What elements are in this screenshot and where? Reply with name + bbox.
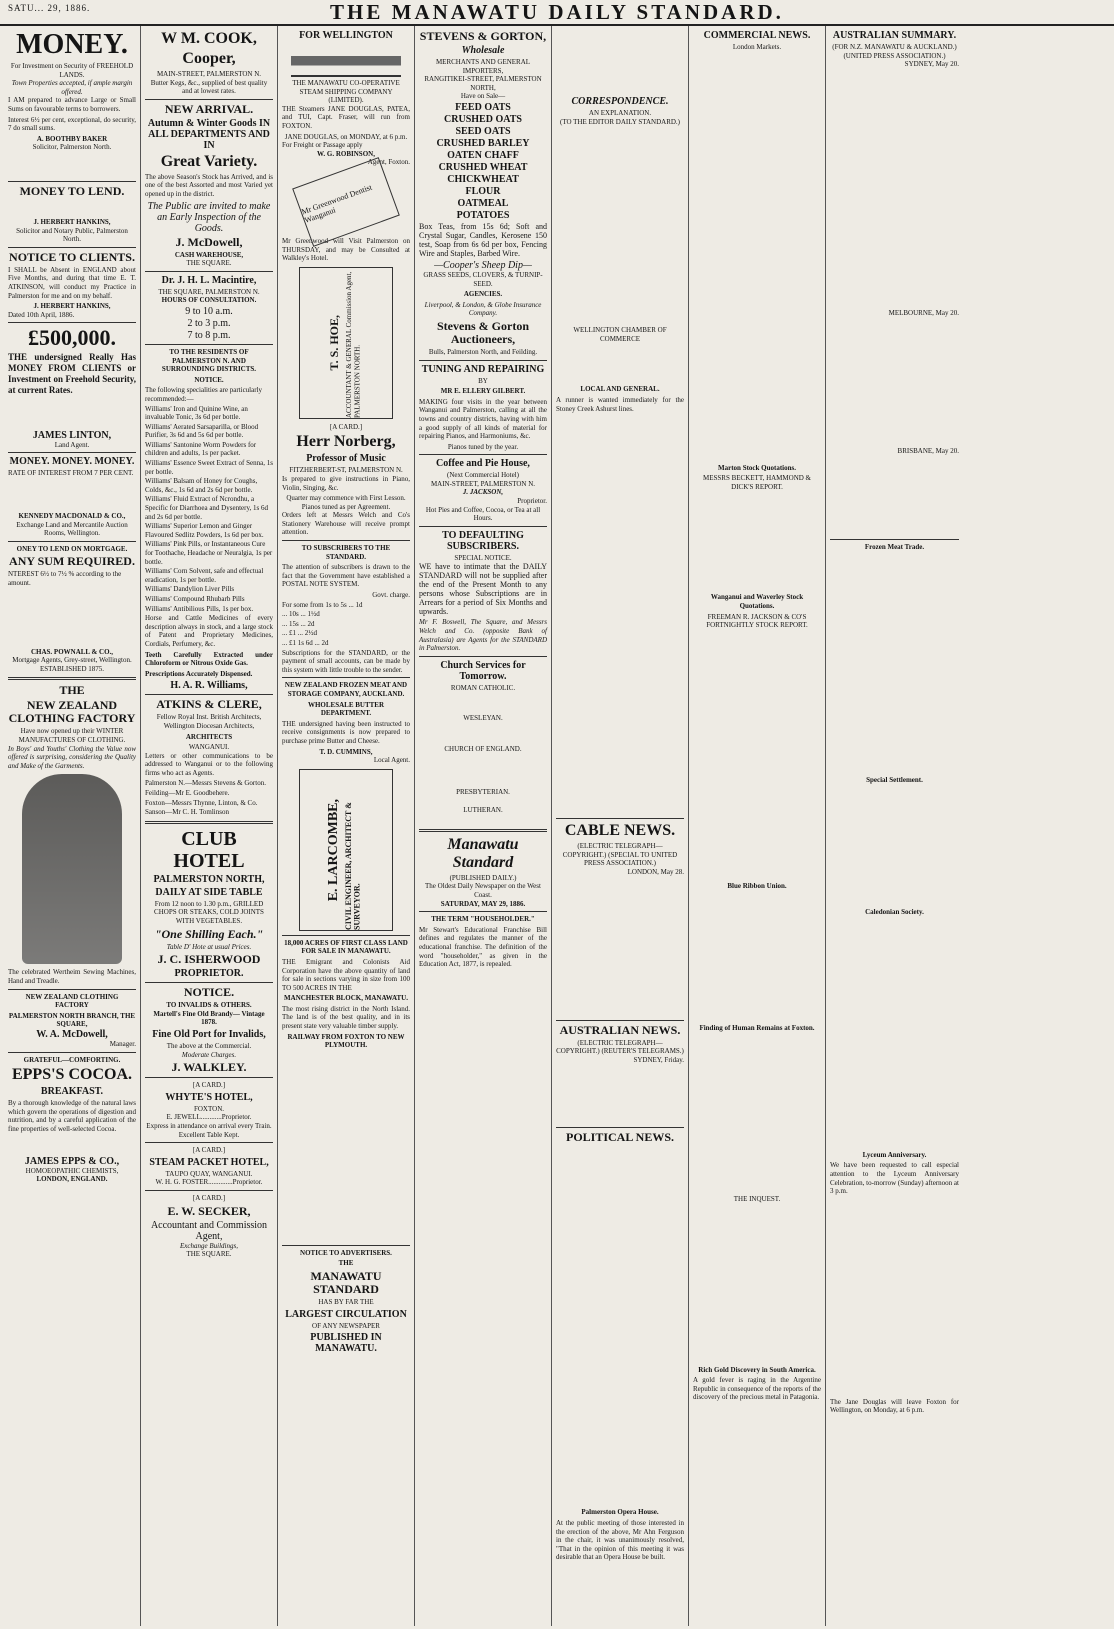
- foxton: FOXTON.: [193, 1104, 224, 1113]
- daily-body: From 12 noon to 1.30 p.m., GRILLED CHOPS OR STEAKS, COLD JOINTS WITH VEGETABLES.: [154, 899, 264, 926]
- pownall-name: CHAS. POWNALL & CO.,: [30, 647, 114, 656]
- invalids: TO INVALIDS & OTHERS.: [166, 1001, 252, 1010]
- lend-heading: MONEY TO LEND.: [19, 183, 125, 198]
- norberg-body: Is prepared to give instructions in Piano, Violin, Singing, &c.: [282, 474, 410, 492]
- mortgage-heading: ONEY TO LEND ON MORTGAGE.: [16, 544, 128, 553]
- notice-date: Dated 10th April, 1886.: [8, 310, 75, 319]
- residents: TO THE RESIDENTS OF PALMERSTON N. AND SURROUNDING DISTRICTS.: [161, 347, 257, 374]
- rangitikei: RANGITIKEI-STREET, PALMERSTON NORTH,: [424, 75, 542, 92]
- boswell: Mr F. Boswell, The Square, and Messrs Welch and Co. (opposite Bank of Australasia) are Agents for the STANDARD in Palmerston.: [419, 618, 547, 653]
- defaulting: TO DEFAULTING SUBSCRIBERS.: [442, 529, 524, 552]
- proprietor: PROPRIETOR.: [174, 968, 244, 980]
- australian-news: AUSTRALIAN NEWS.: [559, 1022, 681, 1037]
- hot-pies: Hot Pies and Coffee, Cocoa, or Tea at all Hours.: [425, 505, 541, 523]
- epps-body: By a thorough knowledge of the natural laws which govern the operations of digestion and nutrition, and by a careful application of the fine properties of well-selected Cocoa.: [8, 1099, 136, 1133]
- main-street: MAIN-STREET, PALMERSTON N.: [430, 479, 536, 488]
- columns: [4, 26, 1110, 1626]
- express: Express in attendance on arrival every Train.: [146, 1121, 272, 1130]
- architects: ARCHITECTS: [185, 732, 233, 741]
- doctor-address: THE SQUARE, PALMERSTON N.: [158, 287, 260, 296]
- excellent: Excellent Table Kept.: [178, 1130, 240, 1139]
- teeth: Teeth Carefully Extracted under Chloroform or Nitrous Oxide Gas.: [145, 650, 273, 668]
- steam: STEAM PACKET HOTEL,: [149, 1156, 269, 1168]
- stevens-gorton: STEVENS & GORTON,: [419, 29, 547, 43]
- money-heading: MONEY.: [16, 29, 128, 60]
- gold-body: A gold fever is raging in the Argentine Republic in consequence of the reports of the discovery of the precious metal in Patagonia.: [693, 1376, 821, 1402]
- london-england: LONDON, ENGLAND.: [36, 1175, 108, 1184]
- orders: Orders left at Messrs Welch and Co's Stationery Warehouse will receive prompt attention.: [282, 511, 410, 537]
- opera-body: At the public meeting of those interested in the erection of the above, Mr Ahn Ferguson in the chair, it was unanimously resolved, "That in the opinion of this meeting it was desirable that an Opera House be built.: [556, 1518, 684, 1562]
- nzcf2-heading: NEW ZEALAND CLOTHING FACTORY: [25, 992, 119, 1010]
- cooper-dip: —Cooper's Sheep Dip—: [434, 259, 532, 271]
- manawatu-standard: MANAWATU STANDARD: [310, 1269, 382, 1297]
- subs-body: The attention of subscribers is drawn to the fact that the Government have established a POSTAL NOTE SYSTEM.: [282, 563, 410, 589]
- church-services: Church Services for Tomorrow.: [440, 659, 526, 682]
- mcdowell-sub: Manager.: [109, 1039, 136, 1048]
- atkins-body: Letters or other communications to be addressed to Wanganui or to the following firms who act as Agents.: [145, 751, 273, 777]
- norberg: Herr Norberg,: [296, 433, 396, 451]
- isherwood: J. C. ISHERWOOD: [157, 952, 261, 967]
- press-assoc: (UNITED PRESS ASSOCIATION.): [843, 51, 946, 60]
- nzcf-heading: NEW ZEALAND CLOTHING FACTORY: [8, 698, 136, 726]
- freight: For Freight or Passage apply: [282, 141, 363, 150]
- subs2: Subscriptions for the STANDARD, or the payment of small accounts, can be made by this system with little trouble to the sender.: [282, 648, 410, 674]
- notice-clients-body: I SHALL be Absent in ENGLAND about Five Months, and during that time E. T. ATKINSON, will conduct my Practice in Palmerston for me and on my behalf.: [8, 265, 136, 300]
- martell: Martell's Fine Old Brandy— Vintage 1878.: [153, 1009, 265, 1027]
- any-sum-heading: ANY SUM REQUIRED.: [9, 554, 135, 569]
- tshoe-card: [299, 267, 393, 419]
- professor: Professor of Music: [306, 453, 386, 465]
- tuned: Pianos tuned by the year.: [447, 442, 519, 451]
- interest2-text: NTEREST 6½ to 7½ % according to the amount.: [8, 570, 122, 588]
- bldgs2: THE SQUARE.: [186, 1250, 232, 1259]
- freeman-report: FREEMAN R. JACKSON & CO'S FORTNIGHTLY STOCK REPORT.: [706, 612, 808, 630]
- column-5: [552, 26, 689, 1626]
- jewell: E. JEWELL............Proprietor.: [166, 1113, 252, 1122]
- mcdowell2: J. McDowell,: [175, 234, 243, 249]
- sydney-date-2: SYDNEY, May 20.: [904, 60, 959, 69]
- newspaper-title: THE MANAWATU DAILY STANDARD.: [330, 0, 784, 24]
- williams-list: Williams' Iron and Quinine Wine, an invaluable Tonic, 3s 6d per bottle. Williams' Aerated Sarsaparilla, or Blood Purifier, 3s 6d and 5s 6d per bottle. Williams' Santonine Worm Powders for children and adults, 1s per packet. Williams' Essence Sweet Extract of Senna, 1s per bottle. Williams' Balsam of Honey for Coughs, Colds, &c., 1s 6d and 2s 6d per bottle. Williams' Fluid Extract of Ncrondhu, a Specific for Diarrhoea and Dysentery, 1s 6d and 2s 6d per bottle. Williams' Superior Lemon and Ginger Flavoured Sedlitz Powders, 1s 6d per box. Williams' Pink Pills, or Instantaneous Cure for Toothache, Headache or Neuralgia, 1s per bottle. Williams' Corn Solvent, safe and effectual eradication, 1s per bottle. Williams' Dandylion Liver Pills Williams' Compound Rhubarb Pills Williams' Antibilious Pills, 1s per box.: [145, 404, 273, 613]
- card-label-3: [A CARD.]: [192, 1193, 226, 1202]
- public-invite: The Public are invited to make an Early Inspection of the Goods.: [147, 200, 271, 234]
- steam-loc: TAUPO QUAY, WANGANUI.: [165, 1169, 253, 1178]
- epps-heading: EPPS'S COCOA.: [11, 1066, 132, 1084]
- agencies: AGENCIES.: [463, 290, 503, 299]
- undersigned-text: THE undersigned Really Has MONEY FROM CLIENTS or Investment on Freehold Security, at current Rates.: [8, 352, 136, 396]
- daily-table: DAILY AT SIDE TABLE: [155, 886, 263, 898]
- tshoe-sub: ACCOUNTANT & GENERAL Commission Agent, PALMERSTON NORTH.: [344, 271, 362, 418]
- published-daily: (PUBLISHED DAILY.): [449, 873, 517, 882]
- cook-heading: W M. COOK,: [161, 30, 257, 47]
- householder-body: Mr Stewart's Educational Franchise Bill defines and regulates the manner of the educational franchise. The definition of the word "householder," as given in the Education Act, 1877, is repealed.: [419, 925, 547, 969]
- summary-sub: (FOR N.Z. MANAWATU & AUCKLAND.): [832, 43, 957, 51]
- prepared-text: I AM prepared to advance Large or Small Sums on favourable terms to borrowers.: [8, 96, 136, 113]
- card-label-2: [A CARD.]: [192, 1146, 226, 1155]
- nzcf-sub: Have now opened up their WINTER MANUFACTURES OF CLOTHING.: [18, 727, 126, 744]
- roman-catholic: ROMAN CATHOLIC.: [450, 683, 516, 692]
- doctor-name: Dr. J. H. L. Macintire,: [161, 274, 257, 286]
- wanganui: WANGANUI.: [188, 743, 230, 752]
- notice-signature: J. HERBERT HANKINS,: [33, 302, 111, 311]
- railway: RAILWAY FROM FOXTON TO NEW PLYMOUTH.: [287, 1032, 405, 1050]
- auctioneers: Stevens & Gorton Auctioneers,: [437, 318, 529, 346]
- political-news: POLITICAL NEWS.: [565, 1130, 675, 1145]
- column-1: [4, 26, 141, 1626]
- cook-body: Butter Kegs, &c., supplied of best quality and at lowest rates.: [150, 78, 268, 96]
- london-date: LONDON, May 28.: [627, 867, 684, 876]
- grateful: GRATEFUL—COMFORTING.: [23, 1055, 121, 1064]
- pownall-sub: Mortgage Agents, Grey-street, Wellington.: [12, 656, 132, 665]
- melbourne-date: MELBOURNE, May 20.: [888, 308, 959, 317]
- inquest: THE INQUEST.: [733, 1194, 781, 1203]
- filler-text: [8, 152, 136, 178]
- tshoe-name: T. S. HOE,: [327, 314, 342, 371]
- agents-list: Palmerston N.—Messrs Stevens & Gorton. Feilding—Mr E. Goodbehere. Foxton—Messrs Thynne, Linton, & Co. Sanson—Mr C. H. Tomlinson: [145, 779, 266, 817]
- has-by-far: HAS BY FAR THE: [318, 1298, 374, 1307]
- whyte: WHYTE'S HOTEL,: [165, 1091, 253, 1103]
- wertheim-text: The celebrated Wertheim Sewing Machines, Hand and Treadle.: [8, 968, 136, 985]
- money3-heading: MONEY. MONEY. MONEY.: [9, 456, 135, 468]
- column-6: [689, 26, 826, 1626]
- agencies-body: Liverpool, & London, & Globe Insurance Company.: [424, 300, 542, 318]
- great-variety: Great Variety.: [160, 152, 258, 170]
- cooper-heading: Cooper,: [182, 50, 236, 67]
- linton-sub: Land Agent.: [54, 440, 90, 449]
- wholesale-word: Wholesale: [461, 45, 505, 56]
- beckett-report: MESSRS BECKETT, HAMMOND & DICK'S REPORT.: [703, 474, 811, 491]
- greenwood: Mr Greenwood will Visit Palmerston on THURSDAY, and may be Consulted at Walkley's Hotel.: [282, 236, 410, 263]
- lyceum: Lyceum Anniversary.: [862, 1150, 927, 1159]
- larcombe-sub: CIVIL ENGINEER, ARCHITECT & SURVEYOR.: [343, 801, 362, 930]
- shilling: "One Shilling Each.": [154, 926, 264, 941]
- presbyterian: PRESBYTERIAN.: [456, 787, 510, 796]
- kennedy-sub: Exchange Land and Mercantile Auction Rooms, Wellington.: [16, 520, 128, 538]
- steamer-text: THE Steamers JANE DOUGLAS, PATEA, and TUI, Capt. Fraser, will run from FOXTON.: [282, 104, 410, 130]
- special-notice: SPECIAL NOTICE.: [454, 553, 512, 562]
- notice2-heading: NOTICE.: [194, 375, 224, 384]
- standard-title: Manawatu Standard: [447, 835, 519, 871]
- breakfast-heading: BREAKFAST.: [40, 1086, 104, 1098]
- special-settlement: Special Settlement.: [866, 775, 923, 784]
- block-body: The most rising district in the North Island. The land is of the best quality, and in its present state very valuable timber supply.: [282, 1004, 410, 1031]
- autumn: Autumn & Winter Goods IN ALL DEPARTMENTS AND IN: [147, 117, 271, 151]
- agent: Agent, Foxton.: [367, 158, 410, 167]
- for-wellington: FOR WELLINGTON: [299, 30, 393, 41]
- lutheran: LUTHERAN.: [463, 806, 503, 815]
- new-arrival: NEW ARRIVAL.: [164, 101, 254, 116]
- atkins-heading: ATKINS & CLERE,: [156, 697, 262, 712]
- masthead: [0, 0, 1114, 26]
- blue-ribbon: Blue Ribbon Union.: [727, 881, 787, 890]
- walkley: J. WALKLEY.: [171, 1060, 247, 1075]
- wesleyan: WESLEYAN.: [463, 714, 503, 723]
- money-body: Town Properties accepted, if ample margin offered.: [11, 79, 133, 96]
- notice3: NOTICE.: [183, 985, 235, 1000]
- hankins-sub: Solicitor and Notary Public, Palmerston North.: [16, 226, 128, 244]
- steamship-illustration: [291, 43, 401, 77]
- householder: THE TERM "HOUSEHOLDER.": [431, 915, 535, 924]
- wanganui-quotations: Wanganui and Waverley Stock Quotations.: [710, 593, 804, 610]
- nzcf2-branch: PALMERSTON NORTH BRANCH, THE SQUARE,: [8, 1011, 136, 1029]
- jepps-name: JAMES EPPS & CO.,: [24, 1155, 120, 1167]
- norberg-addr: FITZHERBERT-ST, PALMERSTON N.: [289, 466, 403, 475]
- jane-douglas: JANE DOUGLAS, on MONDAY, at 6 p.m.: [284, 132, 408, 141]
- brisbane-date: BRISBANE, May 20.: [897, 447, 959, 456]
- foster: W. H. G. FOSTER..............Proprietor.: [155, 1178, 263, 1187]
- wholesale-body: THE undersigned having been instructed to receive consignments is now prepared to purchase prime Butter and Cheese.: [282, 719, 410, 745]
- acres-heading: 18,000 ACRES OF FIRST CLASS LAND FOR SALE IN MANAWATU.: [284, 938, 408, 956]
- opera-house: Palmerston Opera House.: [581, 1508, 659, 1517]
- lyceum-body: We have been requested to call especial attention to the Lyceum Anniversary Celebration, to-morrow (Sunday) afternoon at 3 p.m.: [830, 1161, 959, 1196]
- local-general: LOCAL AND GENERAL.: [580, 385, 660, 394]
- frozen-meat-trade: Frozen Meat Trade.: [864, 542, 925, 551]
- larcombe-card: [299, 769, 393, 931]
- moderate: Moderate Charges.: [181, 1050, 237, 1059]
- cable-sub: (ELECTRIC TELEGRAPH—COPYRIGHT.) (SPECIAL TO UNITED PRESS ASSOCIATION.): [562, 842, 678, 868]
- kennedy-name: KENNEDY MACDONALD & CO.,: [18, 512, 126, 521]
- oldest: The Oldest Daily Newspaper on the West Coast.: [425, 882, 541, 899]
- correspondence: CORRESPONDENCE.: [571, 96, 669, 107]
- jackson-sub: Proprietor.: [517, 497, 547, 506]
- cummins: T. D. CUMMINS,: [319, 747, 373, 756]
- money3-body: RATE OF INTEREST FROM 7 PER CENT.: [8, 469, 134, 478]
- gilbert: MR E. ELLERY GILBERT.: [440, 387, 526, 396]
- manchester-block: MANCHESTER BLOCK, MANAWATU.: [284, 994, 408, 1003]
- published-in: PUBLISHED IN MANAWATU.: [310, 1332, 382, 1355]
- prescriptions: Prescriptions Accurately Dispensed.: [145, 669, 253, 678]
- established: ESTABLISHED 1875.: [40, 664, 104, 673]
- explanation-to: (TO THE EDITOR DAILY STANDARD.): [560, 117, 680, 126]
- money-sub: For Investment on Security of FREEHOLD LANDS.: [10, 62, 134, 79]
- issue-date: SATU... 29, 1886.: [8, 3, 91, 13]
- baker-name: A. BOOTHBY BAKER: [36, 134, 108, 143]
- commercial-news: COMMERCIAL NEWS.: [703, 30, 811, 41]
- issue-date-2: SATURDAY, MAY 29, 1886.: [440, 899, 526, 908]
- subs-heading: TO SUBSCRIBERS TO THE STANDARD.: [301, 544, 391, 561]
- column-3: [278, 26, 415, 1626]
- jackson: J. JACKSON,: [462, 488, 504, 497]
- paper: OF ANY NEWSPAPER: [312, 1321, 380, 1330]
- card-label: [A CARD.]: [192, 1081, 226, 1090]
- square: THE SQUARE.: [186, 259, 232, 268]
- column-2: [141, 26, 278, 1626]
- frozen-meat: NEW ZEALAND FROZEN MEAT AND STORAGE COMPANY, AUCKLAND.: [284, 681, 408, 698]
- sydney-date: SYDNEY, Friday.: [633, 1055, 684, 1064]
- robinson: W. G. ROBINSON,: [317, 149, 375, 158]
- cummins-sub: Local Agent.: [373, 756, 410, 765]
- bldgs: Exchange Buildings,: [180, 1241, 238, 1250]
- jane-douglas-leave: The Jane Douglas will leave Foxton for Wellington, on Monday, at 6 p.m.: [830, 1397, 959, 1415]
- big-amount: £500,000.: [28, 325, 116, 351]
- marton-quotations: Marton Stock Quotations.: [718, 463, 796, 472]
- table-hote: Table D' Hote at usual Prices.: [166, 942, 252, 951]
- box-tea: Box Teas, from 15s 6d; Soft and Crystal Sugar, Candles, Kerosene 150 test, Soap from 6s 6d per box, Fencing Wire and Staples, Barbed Wire.: [419, 221, 547, 258]
- commercial: The above at the Commercial.: [166, 1042, 252, 1050]
- quarter: Quarter may commence with First Lesson.: [286, 494, 406, 503]
- baker-location: Solicitor, Palmerston North.: [32, 143, 112, 152]
- column-4: [415, 26, 552, 1626]
- port: Fine Old Port for Invalids,: [152, 1029, 266, 1040]
- special-body: WE have to intimate that the DAILY STANDARD will not be supplied after the end of the Present Month to any persons whose Subscriptions are in Arrears for a period of Six Months and upwards.: [419, 562, 547, 617]
- hours-heading: HOURS OF CONSULTATION.: [161, 296, 257, 305]
- gilbert-body: MAKING four visits in the year between Wanganui and Palmerston, calling at all the towns and country districts, having with him a good supply of all kinds of material for repairing Pianos, and Harmoniums, &c.: [419, 397, 547, 441]
- london-markets: London Markets.: [732, 43, 782, 51]
- secker: E. W. SECKER,: [167, 1203, 251, 1218]
- card-label-4: [A CARD.]: [329, 422, 363, 431]
- notice-clients-heading: NOTICE TO CLIENTS.: [9, 249, 135, 264]
- hours-list: 9 to 10 a.m. 2 to 3 p.m. 7 to 8 p.m.: [185, 305, 233, 341]
- wellington-chamber: WELLINGTON CHAMBER OF COMMERCE: [573, 326, 667, 343]
- au-sub: (ELECTRIC TELEGRAPH—COPYRIGHT.) (REUTER'S TELEGRAMS.): [556, 1038, 684, 1056]
- coffee-house: Coffee and Pie House,: [436, 458, 530, 470]
- nzcf-body: In Boys' and Youths' Clothing the Value now offered is surprising, considering the Quality and Make of the Garments.: [8, 744, 136, 770]
- local-body: A runner is wanted immediately for the Stoney Creek Ashurst lines.: [556, 395, 684, 413]
- have-on-sale: Have on Sale—: [460, 92, 506, 101]
- the-word-2: THE: [338, 1259, 354, 1268]
- advertisers: NOTICE TO ADVERTISERS.: [300, 1248, 392, 1257]
- grass-seeds: GRASS SEEDS, CLOVERS, & TURNIP-SEED.: [423, 270, 543, 288]
- hankins-name: J. HERBERT HANKINS,: [33, 217, 111, 226]
- bulls: Bulls, Palmerston North, and Feilding.: [428, 347, 538, 356]
- column-7: [826, 26, 963, 1626]
- williams-name: H. A. R. Williams,: [170, 680, 248, 692]
- human-remains: Finding of Human Remains at Foxton.: [699, 1024, 815, 1033]
- horse-medicines: Horse and Cattle Medicines of every description always in stock, and a large stock of Patent and Proprietary Medicines, Cordials, Perfumery, &c.: [145, 614, 273, 648]
- merchants: MERCHANTS AND GENERAL IMPORTERS,: [435, 58, 531, 75]
- church-england: CHURCH OF ENGLAND.: [444, 745, 522, 753]
- linton-name: JAMES LINTON,: [32, 430, 112, 442]
- atkins-sub: Fellow Royal Inst. British Architects, Wellington Diocesan Architects,: [156, 713, 262, 730]
- homoeo: HOMOEOPATHIC CHEMISTS,: [25, 1166, 119, 1175]
- accountant: Accountant and Commission Agent,: [150, 1219, 268, 1242]
- mcdowell-name: W. A. McDowell,: [36, 1028, 108, 1040]
- wholesale-butter: WHOLESALE BUTTER DEPARTMENT.: [307, 700, 385, 718]
- manawatu-co: THE MANAWATU CO-OPERATIVE STEAM SHIPPING COMPANY (LIMITED).: [292, 79, 400, 105]
- rates-list: For some from 1s to 5s ... 1d ... 10s ... 1½d ... 15s ... 2d ... £1 ... 2½d ... £1 1s 6d ... 2d: [282, 600, 363, 647]
- cook-address: MAIN-STREET, PALMERSTON N.: [156, 70, 262, 78]
- dentist-stamp: Mr Greenwood Dentist Wanganui: [292, 157, 400, 247]
- caledonian-society: Caledonian Society.: [865, 908, 924, 917]
- the-word: THE: [59, 683, 85, 698]
- gold-discovery: Rich Gold Discovery in South America.: [698, 1365, 816, 1374]
- boy-illustration: [22, 774, 122, 964]
- cable-news: CABLE NEWS.: [564, 822, 676, 840]
- products-list: FEED OATS CRUSHED OATS SEED OATS CRUSHED BARLEY OATEN CHAFF CRUSHED WHEAT CHICKWHEAT FLOUR OATMEAL POTATOES: [436, 101, 530, 221]
- club-location: PALMERSTON NORTH,: [153, 873, 265, 885]
- govt-charge: Govt. charge.: [372, 591, 410, 600]
- notice-body: The following specialities are particularly recommended:—: [145, 386, 263, 403]
- cash-warehouse: CASH WAREHOUSE,: [174, 250, 244, 259]
- largest: LARGEST CIRCULATION: [285, 1308, 407, 1320]
- acres-body: THE Emigrant and Colonists Aid Corporation have the above quantity of land for sale in sections varying in size from 100 TO 500 ACRES IN THE: [282, 957, 410, 992]
- explanation: AN EXPLANATION.: [588, 109, 652, 117]
- club-hotel: CLUB HOTEL: [173, 827, 245, 872]
- larcombe-name: E. LARCOMBE,: [326, 798, 342, 901]
- pianos: Pianos tuned as per Agreement.: [301, 502, 391, 511]
- by: BY: [478, 376, 488, 385]
- coffee-sub: (Next Commercial Hotel): [447, 471, 519, 480]
- tuning: TUNING AND REPAIRING: [421, 363, 545, 375]
- australian-summary: AUSTRALIAN SUMMARY.: [832, 30, 957, 41]
- stock-body: The above Season's Stock has Arrived, and is one of the best Assorted and most Varied yet opened up in the district.: [145, 172, 273, 198]
- interest-text: Interest 6½ per cent, exceptional, do security, 7 do small sums.: [8, 115, 136, 133]
